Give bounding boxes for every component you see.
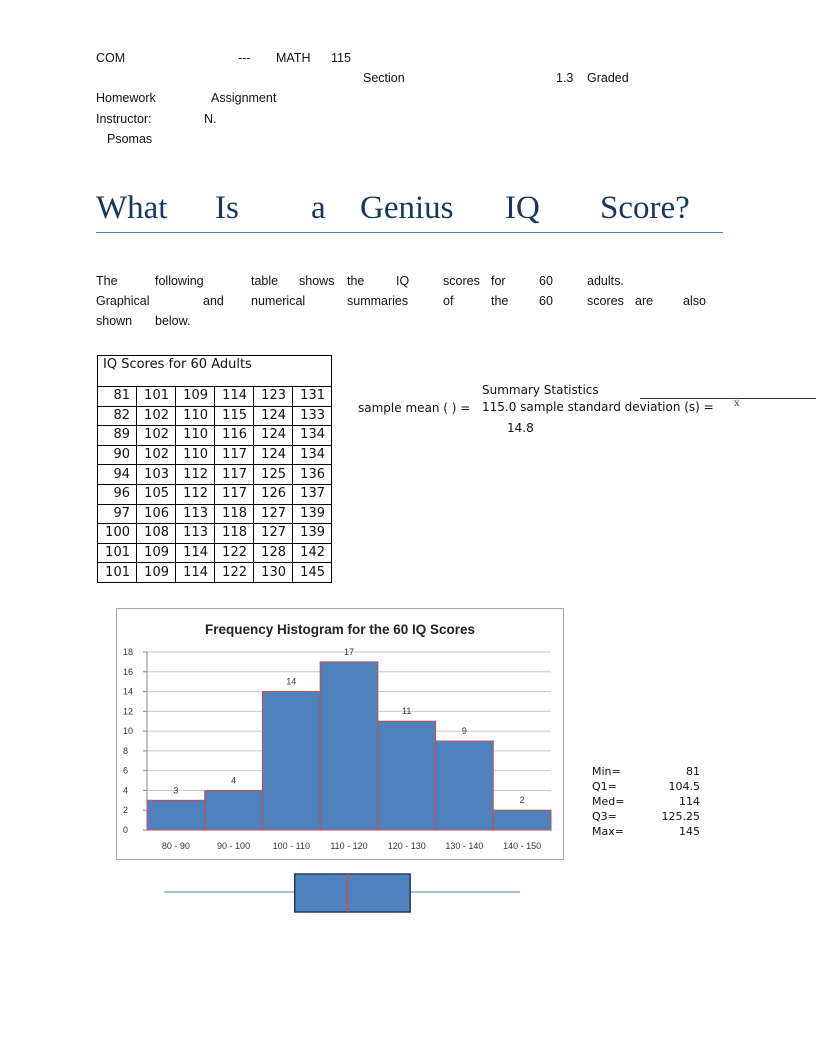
header-course-number: 115: [331, 51, 351, 65]
table-row: [98, 563, 332, 583]
table-cell: 124: [254, 445, 293, 465]
table-cell: 106: [137, 504, 176, 524]
y-tick-label: 8: [123, 745, 129, 756]
table-cell: 102: [137, 445, 176, 465]
y-tick-label: 0: [123, 825, 129, 835]
table-cell: 139: [293, 504, 332, 524]
title-word: Is: [215, 190, 239, 226]
y-tick-label: 16: [123, 666, 134, 677]
mean-value-sd-label: 115.0 sample standard deviation (s) =: [482, 400, 714, 414]
bar-data-label: 4: [231, 775, 237, 786]
intro-word: of: [443, 294, 454, 308]
y-tick-label: 18: [123, 647, 134, 657]
bar-data-label: 3: [173, 785, 179, 796]
boxplot-svg: [160, 870, 530, 916]
intro-word: scores: [443, 274, 480, 288]
histogram-bar: [205, 790, 263, 830]
five-number-labels: [592, 764, 624, 839]
table-row: [98, 387, 332, 407]
boxplot: [160, 870, 530, 916]
intro-word: following: [155, 274, 204, 288]
table-cell: 90: [98, 445, 137, 465]
five-number-label: Q3=: [592, 810, 617, 823]
xbar-symbol: x̄: [734, 398, 740, 409]
header-instructor-label: Instructor:: [96, 112, 152, 126]
table-cell: 145: [293, 563, 332, 583]
header-instructor-name: Psomas: [107, 132, 153, 146]
table-cell: 96: [98, 484, 137, 504]
table-cell: 103: [137, 465, 176, 485]
five-number-value: 145: [679, 825, 700, 838]
table-cell: 116: [215, 426, 254, 446]
five-number-label: Max=: [592, 825, 624, 838]
intro-word: The: [96, 274, 118, 288]
page-title: [96, 188, 723, 233]
table-row: [98, 524, 332, 544]
table-cell: 81: [98, 387, 137, 407]
table-cell: 102: [137, 426, 176, 446]
x-tick-label: 90 - 100: [217, 841, 251, 851]
table-cell: 122: [215, 543, 254, 563]
summary-heading: Summary Statistics: [482, 383, 599, 397]
intro-word: below.: [155, 314, 191, 328]
y-tick-label: 4: [123, 785, 129, 796]
x-tick-label: 130 - 140: [445, 841, 484, 851]
title-word: Score?: [600, 190, 690, 226]
table-cell: 101: [98, 563, 137, 583]
table-cell: 134: [293, 445, 332, 465]
bar-data-label: 11: [402, 706, 412, 717]
histogram-svg: [117, 609, 563, 859]
table-cell: 114: [176, 563, 215, 583]
intro-word: also: [683, 294, 706, 308]
intro-word: and: [203, 294, 224, 308]
five-number-value: 104.5: [668, 780, 700, 793]
table-cell: 114: [215, 387, 254, 407]
table-cell: 109: [137, 543, 176, 563]
x-tick-label: 120 - 130: [387, 841, 426, 851]
y-tick-label: 2: [123, 805, 129, 816]
header-dashes: ---: [238, 51, 251, 65]
table-cell: 134: [293, 426, 332, 446]
table-cell: 123: [254, 387, 293, 407]
five-number-values: [640, 764, 700, 839]
table-cell: 113: [176, 504, 215, 524]
header-com: COM: [96, 51, 126, 65]
table-cell: 128: [254, 543, 293, 563]
table-cell: 101: [98, 543, 137, 563]
table-row: [98, 484, 332, 504]
header-graded: Graded: [587, 71, 629, 85]
histogram-bar: [320, 662, 378, 830]
intro-word: the: [347, 274, 365, 288]
table-cell: 117: [215, 465, 254, 485]
table-cell: 112: [176, 465, 215, 485]
title-word: a: [311, 190, 326, 226]
table-cell: 105: [137, 484, 176, 504]
bar-data-label: 14: [286, 676, 297, 687]
bar-data-label: 9: [461, 726, 467, 736]
header-homework: Homework: [96, 91, 156, 105]
table-row: [98, 465, 332, 485]
chart-title: Frequency Histogram for the 60 IQ Scores: [204, 622, 476, 637]
table-cell: 110: [176, 406, 215, 426]
histogram-bar: [378, 721, 436, 830]
intro-word: 60: [539, 274, 553, 288]
intro-word: summaries: [347, 294, 409, 308]
table-cell: 139: [293, 524, 332, 544]
intro-word: shown: [96, 314, 133, 328]
table-cell: 136: [293, 465, 332, 485]
table-cell: 130: [254, 563, 293, 583]
table-cell: 97: [98, 504, 137, 524]
table-cell: 94: [98, 465, 137, 485]
y-tick-label: 14: [123, 686, 134, 697]
table-cell: 102: [137, 406, 176, 426]
table-cell: 118: [215, 524, 254, 544]
table-cell: 101: [137, 387, 176, 407]
table-cell: 127: [254, 504, 293, 524]
table-cell: 110: [176, 426, 215, 446]
histogram-bar: [147, 800, 205, 830]
title-word: IQ: [505, 190, 540, 226]
table-cell: 124: [254, 406, 293, 426]
table-cell: 100: [98, 524, 137, 544]
table-cell: 82: [98, 406, 137, 426]
y-tick-label: 6: [123, 765, 129, 776]
table-row: [98, 426, 332, 446]
header-section: Section: [363, 71, 405, 85]
table-cell: 112: [176, 484, 215, 504]
table-row: [98, 445, 332, 465]
y-tick-label: 12: [123, 706, 134, 717]
bar-data-label: 17: [343, 646, 355, 657]
table-cell: 113: [176, 524, 215, 544]
table-cell: 133: [293, 406, 332, 426]
sd-value: 14.8: [507, 421, 534, 435]
five-number-label: Med=: [592, 795, 625, 808]
title-word: What: [96, 190, 168, 226]
intro-word: are: [635, 294, 654, 308]
table-cell: 125: [254, 465, 293, 485]
intro-word: table: [251, 274, 279, 288]
header-instructor-initial: N.: [204, 112, 217, 126]
header-math: MATH: [276, 51, 311, 65]
table-cell: 142: [293, 543, 332, 563]
table-cell: 117: [215, 484, 254, 504]
table-cell: 110: [176, 445, 215, 465]
five-number-label: Q1=: [592, 780, 617, 793]
histogram-chart: [116, 608, 564, 860]
intro-word: adults.: [587, 274, 624, 288]
table-cell: 118: [215, 504, 254, 524]
histogram-bar: [493, 810, 551, 830]
intro-word: Graphical: [96, 294, 150, 308]
table-cell: 131: [293, 387, 332, 407]
table-cell: 89: [98, 426, 137, 446]
x-tick-label: 100 - 110: [272, 841, 310, 851]
title-word: Genius: [360, 190, 454, 226]
table-cell: 117: [215, 445, 254, 465]
table-cell: 114: [176, 543, 215, 563]
table-row: [98, 406, 332, 426]
intro-word: scores: [587, 294, 624, 308]
table-row: [98, 543, 332, 563]
x-tick-label: 80 - 90: [161, 841, 190, 851]
table-cell: 126: [254, 484, 293, 504]
bar-data-label: 2: [519, 795, 525, 806]
table-row: [98, 504, 332, 524]
table-cell: 109: [176, 387, 215, 407]
x-tick-label: 110 - 120: [330, 841, 368, 851]
header-section-number: 1.3: [556, 71, 574, 85]
x-tick-label: 140 - 150: [503, 841, 542, 851]
table-cell: 108: [137, 524, 176, 544]
table-cell: 109: [137, 563, 176, 583]
intro-word: shows: [299, 274, 335, 288]
histogram-bar: [262, 692, 320, 830]
intro-word: 60: [539, 294, 553, 308]
intro-word: numerical: [251, 294, 306, 308]
summary-rule: [640, 398, 816, 399]
mean-label: sample mean ( ) =: [358, 401, 471, 415]
table-cell: 127: [254, 524, 293, 544]
five-number-value: 114: [679, 795, 700, 808]
intro-word: IQ: [396, 274, 410, 288]
intro-word: for: [491, 274, 506, 288]
five-number-value: 81: [686, 765, 700, 778]
iq-scores-table: [97, 355, 332, 583]
intro-word: the: [491, 294, 509, 308]
table-cell: 137: [293, 484, 332, 504]
header-assignment: Assignment: [211, 91, 277, 105]
histogram-bar: [436, 741, 494, 830]
five-number-label: Min=: [592, 765, 621, 778]
table-caption: IQ Scores for 60 Adults: [98, 356, 332, 387]
table-cell: 122: [215, 563, 254, 583]
table-cell: 124: [254, 426, 293, 446]
box-iqr: [295, 874, 410, 912]
table-cell: 115: [215, 406, 254, 426]
y-tick-label: 10: [123, 726, 134, 737]
five-number-value: 125.25: [661, 810, 700, 823]
